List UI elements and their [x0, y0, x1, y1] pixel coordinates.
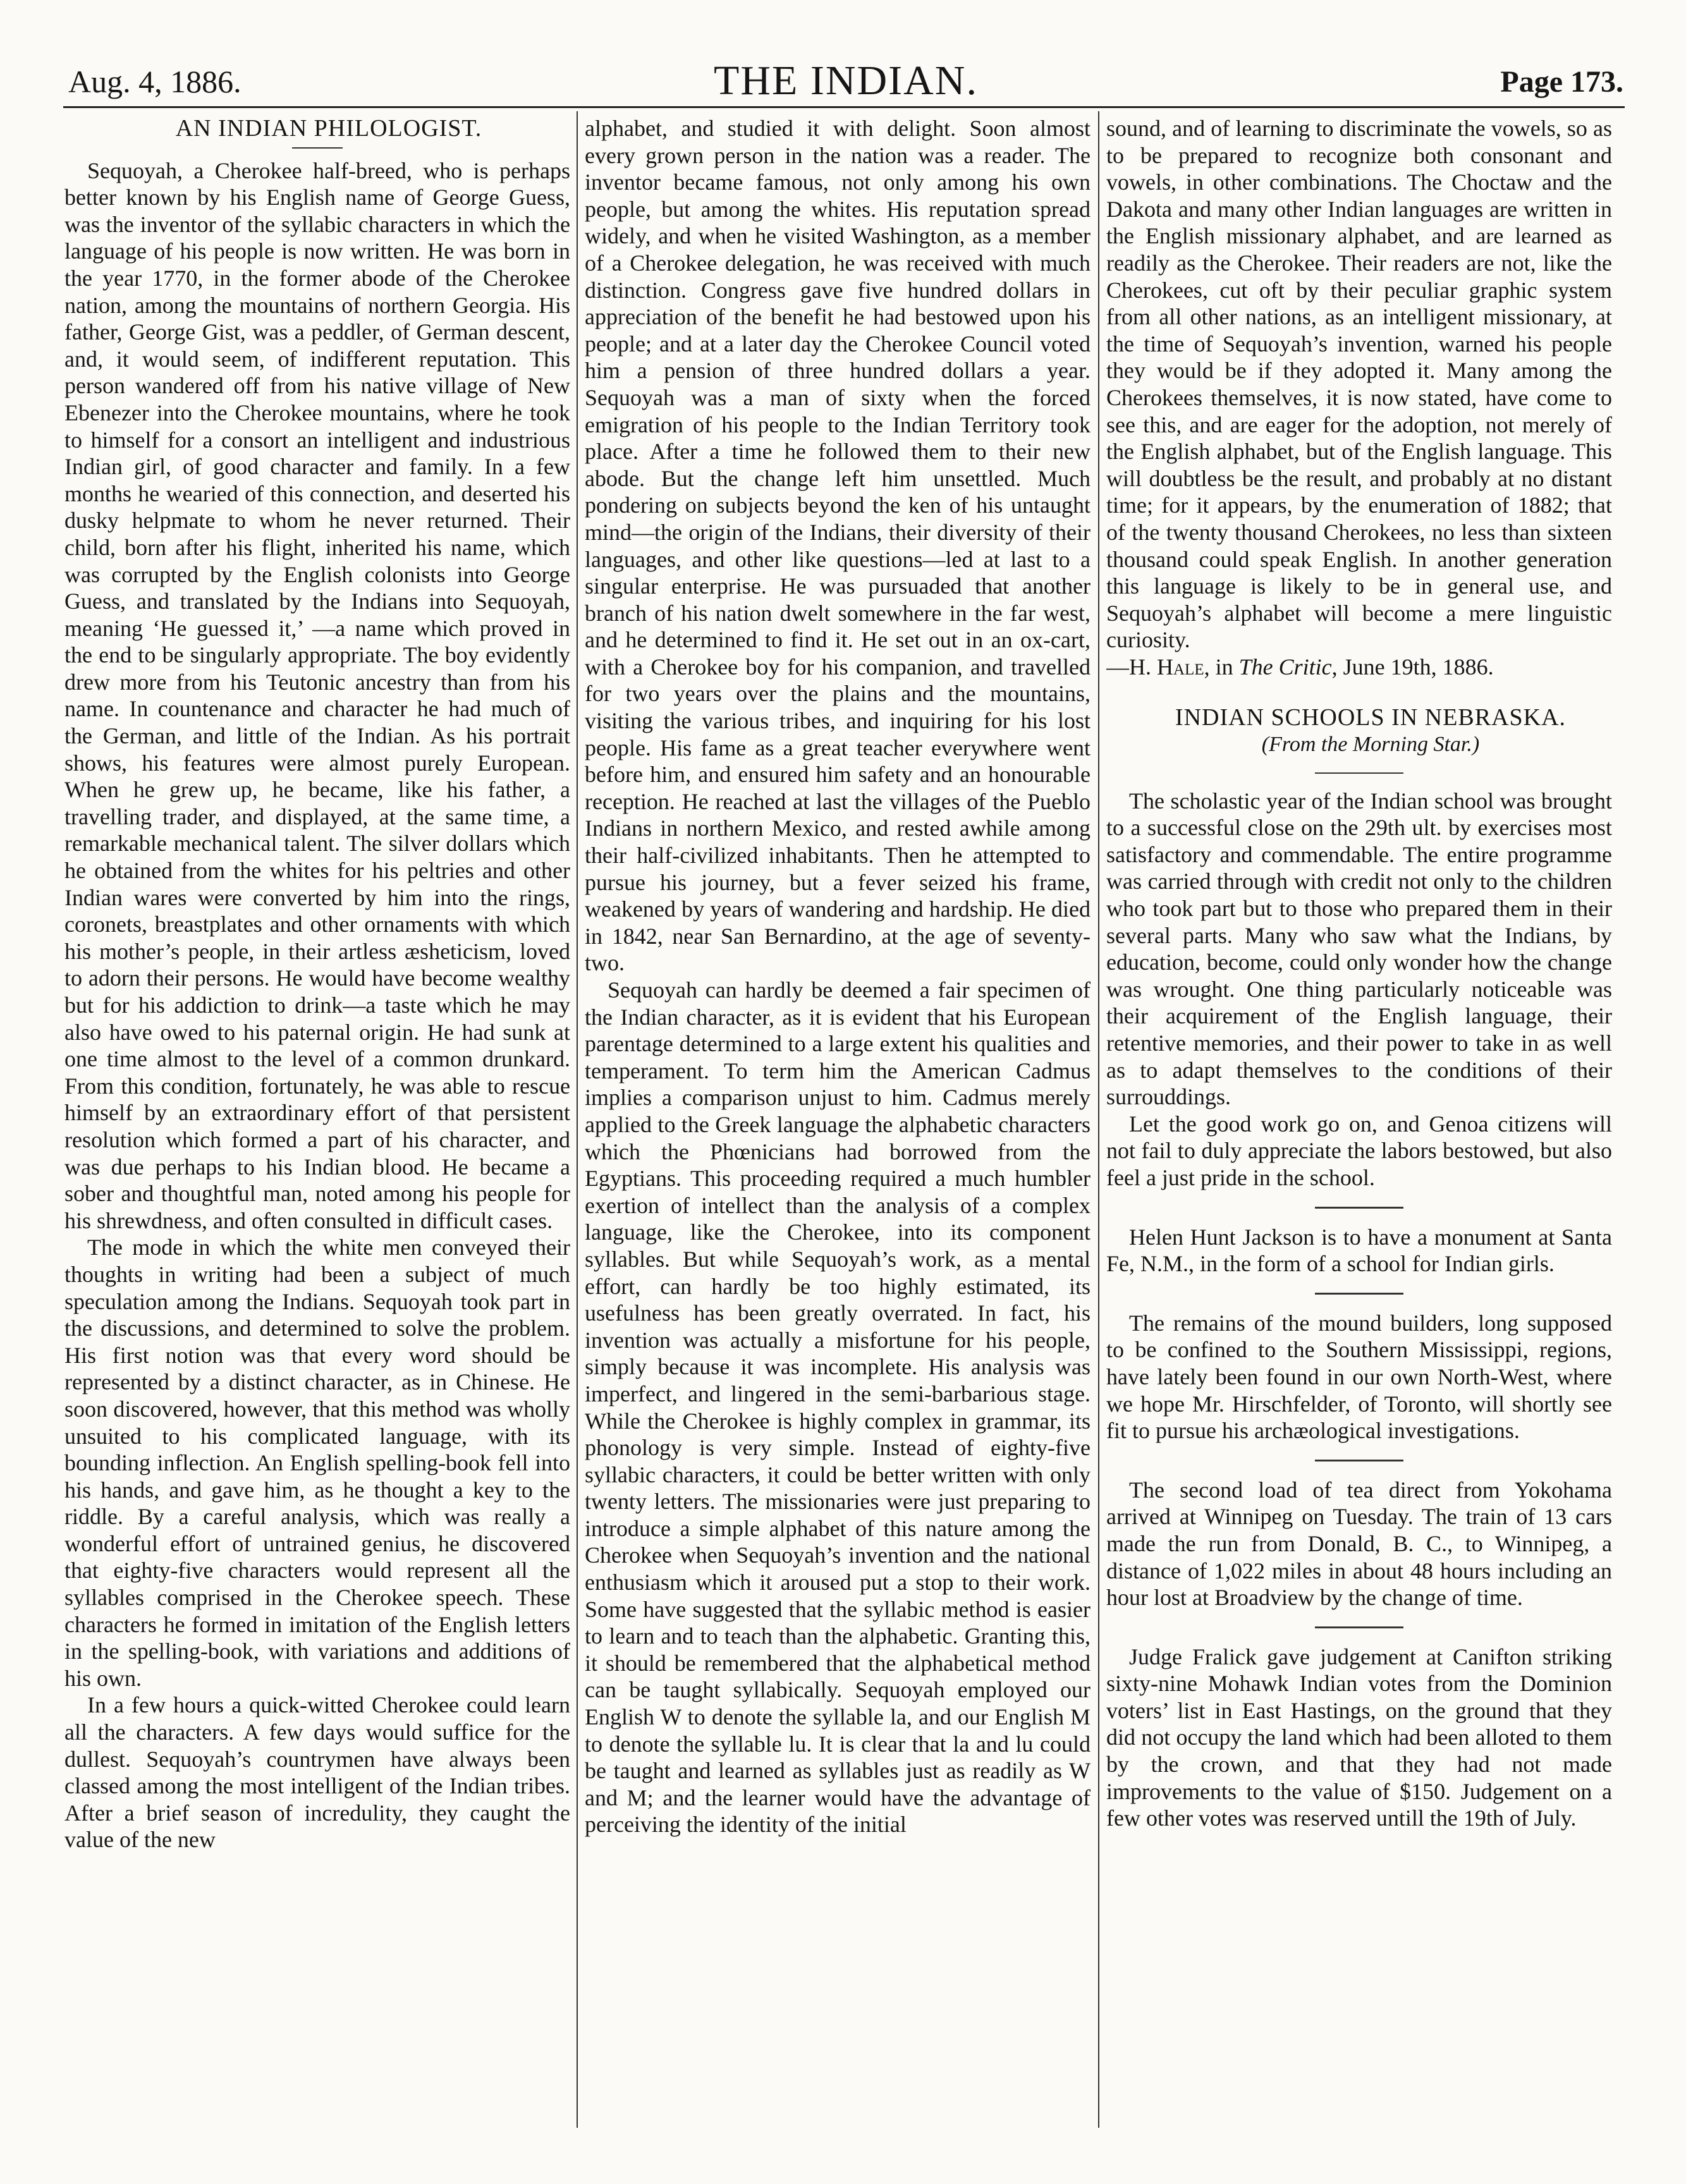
heading-rule [292, 147, 343, 149]
article-paragraph: Sequoyah, a Cherokee half-breed, who is perhaps better known by his English name of George Guess, was the inventor of the syllabic characters in which the language of his people is now written. He was born in the year 1770, in the former abode of the Cherokee nation, among the mountains of northern Georgia. His father, George Gist, was a peddler, of German descent, and, it would seem, of indifferent reputation. This person wandered off from his native village of New Ebenezer into the Cherokee mountains, where he took to himself for a consort an intelligent and industrious Indian girl, of good character and family. In a few months he wearied of this connection, and deserted his dusky helpmate to whom he never returned. Their child, born after his flight, inherited his name, which was corrupted by the English colonists into George Guess, and translated by the Indians into Sequoyah, meaning ‘He guessed it,’ —a name which proved in the end to be singularly appropriate. The boy evidently drew more from his Teutonic ancestry than from his name. In countenance and character he had much of the German, and little of the Indian. As his portrait shows, his features were almost purely European. When he grew up, he became, like his father, a travelling trader, and displayed, at the same time, a remarkable mechanical talent. The silver dollars which he obtained from the whites for his peltries and other Indian wares were converted by him into the rings, coronets, breastplates and other ornaments with which his mother’s people, in their artless æsheticism, loved to adorn their persons. He would have become wealthy but for his addiction to drink—a taste which he may also have owed to his paternal origin. He had sunk at one time almost to the level of a common drunkard. From this condition, fortunately, he was able to rescue himself by an extraordinary effort of that persistent resolution which formed a part of his character, and was due perhaps to his Indian blood. He became a sober and thoughtful man, noted among his people for his shrewdness, and often consulted in difficult cases. [64, 157, 570, 1233]
article-paragraph: alphabet, and studied it with delight. Soon almost every grown person in the nation was a reader. The inventor became famous, not only among his own people, but among the whites. His reputation spread widely, and when he visited Washington, as a member of a Cherokee delegation, he was received with much distinction. Congress gave five hundred dollars in appreciation of the benefit he had bestowed upon his people; and at a later day the Cherokee Council voted him a pension of three hundred dollars a year. Sequoyah was a man of sixty when the forced emigration of his people to the Indian Territory took place. After a time he followed them to their new abode. But the change left him unsettled. Much pondering on subjects beyond the ken of his untaught mind—the origin of the Indians, their diversity of their languages, and other like questions—led at last to a singular enterprise. He was pursuaded that another branch of his nation dwelt somewhere in the far west, and he determined to find it. He set out in an ox-cart, with a Cherokee boy for his companion, and travelled for two years over the plains and the mountains, visiting the various tribes, and inquiring for his lost people. His fame as a great teacher everywhere went before him, and ensured him safety and an honourable reception. He reached at last the villages of the Pueblo Indians in northern Mexico, and rested awhile among their half-civilized inhabitants. Then he attempted to pursue his journey, but a fever seized his frame, weakened by years of wandering and hardship. He died in 1842, near San Bernardino, at the age of seventy-two. [585, 116, 1090, 976]
article-paragraph: sound, and of learning to discriminate the vowels, so as to be prepared to recognize both consonant and vowels, in other combinations. The Choctaw and the Dakota and many other Indian languages are written in the English missionary alphabet, and are learned as readily as the Cherokee. Their readers are not, like the Cherokees, cut oft by their peculiar graphic system from all other nations, as an intelligent missionary, at the time of Sequoyah’s invention, warned his people they would be if they adopted it. Many among the Cherokees themselves, it is now stated, have come to see this, and are eager for the adoption, not merely of the English alphabet, but of the English language. This will doubtless be the result, and probably at no distant time; for it appears, by the enumeration of 1882; that of the twenty thousand Cherokees, no less than sixteen thousand could speak English. In another generation this language is likely to be in general use, and Sequoyah’s alphabet will become a mere linguistic curiosity. [1106, 116, 1612, 653]
separator-rule [1315, 1207, 1403, 1209]
news-note: The second load of tea direct from Yokohama arrived at Winnipeg on Tuesday. The train of 13 cars made the run from Donald, B. C., to Winnipeg, a distance of 1,022 miles in about 48 hours including an hour lost at Broadview by the change of time. [1106, 1477, 1612, 1611]
news-note: Helen Hunt Jackson is to have a monument at Santa Fe, N.M., in the form of a school for Indian girls. [1106, 1224, 1612, 1277]
source-prefix: —H. [1106, 654, 1157, 680]
article-paragraph: The scholastic year of the Indian school was brought to a successful close on the 29th ult. by exercises most satisfactory and commendable. The entire programme was carried through with credit not only to the children who took part but to those who prepared them in their several parts. Many who saw what the Indians, by education, become, could only wonder how the change was wrought. One thing particularly noticeable was their acquirement of the English language, their retentive memories, and their power to take in as well as to adapt themselves to the conditions of their surrouddings. [1106, 788, 1612, 1110]
source-publication: The Critic [1238, 654, 1332, 680]
article-heading: INDIAN SCHOOLS IN NEBRASKA. [1175, 704, 1567, 731]
article-paragraph: Let the good work go on, and Genoa citizens will not fail to duly appreciate the labors bestowed, but also feel a just pride in the school. [1106, 1111, 1612, 1190]
column-divider-2 [1098, 111, 1099, 2128]
masthead [68, 58, 1623, 106]
issue-date: Aug. 4, 1886. [68, 64, 241, 99]
article-heading: AN INDIAN PHILOLOGIST. [175, 115, 482, 142]
news-note: Judge Fralick gave judgement at Canifton striking sixty-nine Mohawk Indian votes from the Dominion voters’ list in East Hastings, on the ground that they did not occupy the land which had been alloted to them by the crown, and that they had not made improvements to the value of $150. Judgement on a few other votes was reserved untill the 19th of July. [1106, 1644, 1612, 1831]
source-author: Hale [1157, 654, 1204, 680]
article-paragraph: The mode in which the white men conveyed their thoughts in writing had been a subject of much speculation among the Indians. Sequoyah took part in the discussions, and determined to solve the problem. His first notion was that every word should be represented by a distinct character, as in Chinese. He soon discovered, however, that this method was wholly unsuited to his complicated language, with its bounding inflection. An English spelling-book fell into his hands, and gave him, as he thought a key to the riddle. By a careful analysis, which was really a wonderful effort of untrained genius, he discovered that eighty-five characters would represent all the syllables comprised in the Cherokee speech. These characters he formed in imitation of the English letters in the spelling-book, with variations and additions of his own. [64, 1235, 570, 1691]
masthead-rule [63, 106, 1625, 108]
article-paragraph: Sequoyah can hardly be deemed a fair specimen of the Indian character, as it is evident that his European parentage determined to a large extent his qualities and temperament. To term him the American Cadmus implies a comparison unjust to him. Cadmus merely applied to the Greek language the alphabetic characters which the Phœnicians had borrowed from the Egyptians. This proceeding required a much humbler exertion of intellect than the analysis of a complex language, like the Cherokee, into its component syllables. But while Sequoyah’s work, as a mental effort, can hardly be too highly estimated, its usefulness has been greatly overrated. In fact, his invention was actually a misfortune for his people, simply because it was incomplete. His analysis was imperfect, and lingered in the semi-barbarious stage. While the Cherokee is highly complex in grammar, its phonology is very simple. Instead of eighty-five syllabic characters, it could be better written with only twenty letters. The missionaries were just preparing to introduce a simple alphabet of this nature among the Cherokee when Sequoyah’s invention and the national enthusiasm which it aroused put a stop to their work. Some have suggested that the syllabic method is easier to learn and to teach than the alphabetic. Granting this, it should be remembered that the alphabetical method can be taught syllabically. Sequoyah employed our English W to denote the syllable la, and our English M to denote the syllable lu. It is clear that la and lu could be taught and learned as syllables just as readily as W and M; and the learner would have the advantage of perceiving the identity of the initial [585, 977, 1090, 1838]
separator-rule [1315, 1293, 1403, 1295]
source-mid: , in [1204, 654, 1239, 680]
page-number: Page 173. [1500, 65, 1623, 99]
column-3 [1106, 115, 1612, 2125]
column-2 [585, 115, 1090, 2125]
newspaper-title: THE INDIAN. [714, 58, 978, 104]
heading-rule [1315, 772, 1403, 774]
separator-rule [1315, 1460, 1403, 1461]
news-note: The remains of the mound builders, long supposed to be confined to the Southern Mississippi, regions, have lately been found in our own North-West, where we hope Mr. Hirschfelder, of Toronto, will shortly see fit to pursue his archæological investigations. [1106, 1310, 1612, 1444]
article-subheading: (From the Morning Star.) [1261, 733, 1480, 757]
article-paragraph: In a few hours a quick-witted Cherokee could learn all the characters. A few days would suffice for the dullest. Sequoyah’s countrymen have always been classed among the most intelligent of the Indian tribes. After a brief season of incredulity, they caught the value of the new [64, 1692, 570, 1853]
article-source [1106, 654, 1612, 681]
separator-rule [1315, 1626, 1403, 1628]
column-divider-1 [577, 111, 578, 2128]
column-1 [64, 115, 570, 2125]
source-date: , June 19th, 1886. [1331, 654, 1494, 680]
